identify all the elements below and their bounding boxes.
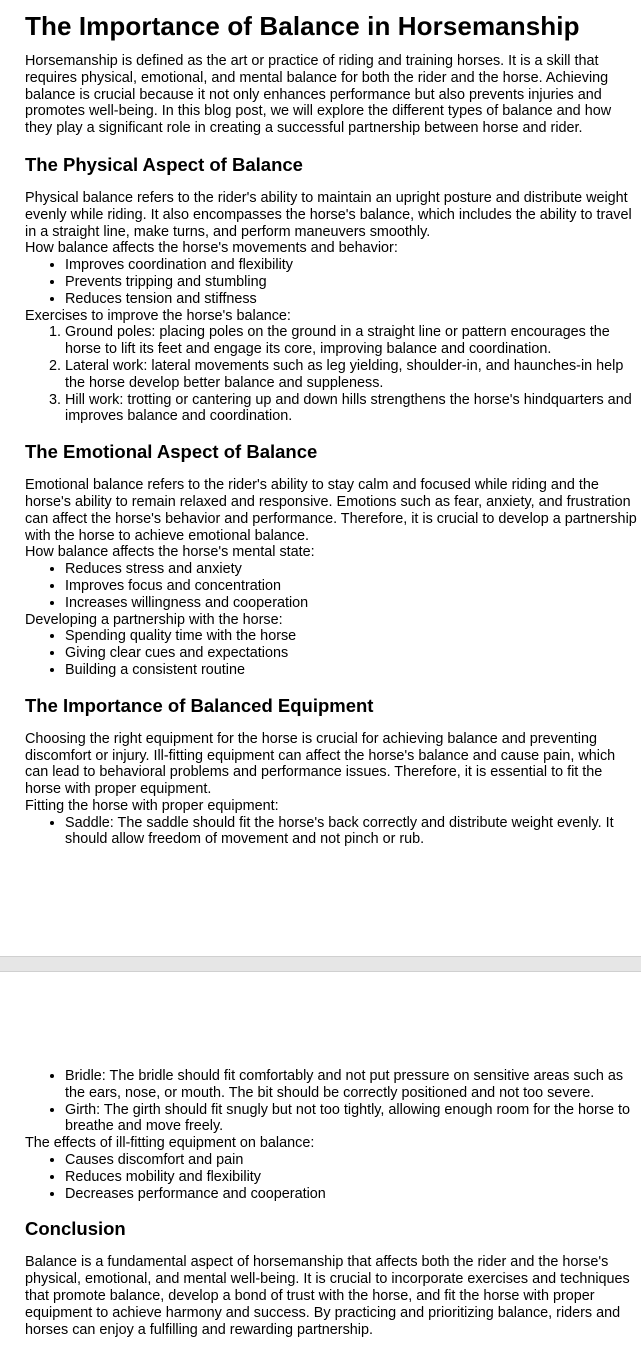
list-item: • Prevents tripping and stumbling (65, 274, 641, 291)
physical-paragraph: Physical balance refers to the rider's ability to maintain an upright posture and distribute weight evenly while riding. It also encompasses the horse's balance, which includes the ability to travel in a straight line, make turns, and perform maneuvers smoothly. (25, 189, 632, 240)
physical-effects-list (25, 257, 641, 307)
equipment-fitting-label: Fitting the horse with proper equipment: (25, 797, 279, 814)
emotional-partnership-label: Developing a partnership with the horse: (25, 611, 283, 628)
page-1-content (25, 10, 641, 848)
intro-paragraph: Horsemanship is defined as the art or practice of riding and training horses. It is a skill that requires physical, emotional, and mental balance for both the rider and the horse. Achieving balance is crucial because it not only enhances performance but also prevents injuries and promotes well-being. In this blog post, we will explore the different types of balance and how they play a significant role in creating a successful partnership between horse and rider. (25, 53, 612, 137)
list-item: • Bridle: The bridle should fit comfortably and not put pressure on sensitive areas such as the ears, nose, or mouth. The bit should be correctly positioned and not too severe. (65, 1068, 641, 1102)
emotional-heading: The Emotional Aspect of Balance (25, 441, 318, 463)
equipment-effects-label: The effects of ill-fitting equipment on balance: (25, 1135, 315, 1152)
emotional-partnership-list (25, 628, 641, 678)
equipment-effects-list (25, 1152, 641, 1202)
equipment-fitting-list-part-1 (25, 815, 641, 849)
list-item: • Building a consistent routine (65, 662, 641, 679)
list-item: • Reduces tension and stiffness (65, 291, 641, 308)
list-item: • Improves focus and concentration (65, 578, 641, 595)
equipment-heading: The Importance of Balanced Equipment (25, 694, 374, 716)
equipment-fitting-list-part-2 (25, 1068, 641, 1135)
list-item: 1. Ground poles: placing poles on the ground in a straight line or pattern encourages the horse to lift its feet and engage its core, improving balance and coordination. (65, 324, 641, 358)
document-title: The Importance of Balance in Horsemanship (25, 11, 580, 41)
physical-exercises-label: Exercises to improve the horse's balance: (25, 307, 291, 324)
emotional-effects-list (25, 561, 641, 611)
list-item: 3. Hill work: trotting or cantering up and down hills strengthens the horse's hindquarters and improves balance and coordination. (65, 392, 641, 426)
equipment-paragraph: Choosing the right equipment for the horse is crucial for achieving balance and preventing discomfort or injury. Ill-fitting equipment can affect the horse's balance and cause pain, which can lead to behavioral problems and performance issues. Therefore, it is essential to fit the horse with proper equipment. (25, 730, 616, 798)
document-page-2 (0, 972, 641, 1366)
emotional-effects-label: How balance affects the horse's mental state: (25, 544, 315, 561)
list-item: • Improves coordination and flexibility (65, 257, 641, 274)
list-item: • Girth: The girth should fit snugly but not too tightly, allowing enough room for the horse to breathe and move freely. (65, 1102, 641, 1136)
list-item: • Spending quality time with the horse (65, 628, 641, 645)
list-item: • Reduces stress and anxiety (65, 561, 641, 578)
conclusion-paragraph: Balance is a fundamental aspect of horsemanship that affects both the rider and the horse's physical, emotional, and mental well-being. It is crucial to incorporate exercises and techniques that promote balance, develop a bond of trust with the horse, and fit the horse with proper equipment to achieve harmony and success. By practicing and prioritizing balance, riders and horses can enjoy a fulfilling and rewarding partnership. (25, 1254, 630, 1338)
physical-exercises-list (25, 324, 641, 425)
list-item: • Reduces mobility and flexibility (65, 1169, 641, 1186)
page-break (0, 956, 641, 972)
physical-heading: The Physical Aspect of Balance (25, 153, 303, 175)
list-item: • Increases willingness and cooperation (65, 595, 641, 612)
physical-effects-label: How balance affects the horse's movements and behavior: (25, 240, 398, 257)
list-item: • Decreases performance and cooperation (65, 1186, 641, 1203)
emotional-paragraph: Emotional balance refers to the rider's ability to stay calm and focused while riding and the horse's ability to remain relaxed and responsive. Emotions such as fear, anxiety, and frustration can affect the horse's behavior and performance. Therefore, it is crucial to develop a partnership with the horse to achieve emotional balance. (25, 477, 637, 544)
list-item: 2. Lateral work: lateral movements such as leg yielding, shoulder-in, and haunches-in help the horse develop better balance and suppleness. (65, 358, 641, 392)
conclusion-heading: Conclusion (25, 1218, 126, 1240)
list-item: • Causes discomfort and pain (65, 1152, 641, 1169)
list-item: • Saddle: The saddle should fit the horse's back correctly and distribute weight evenly. It should allow freedom of movement and not pinch or rub. (65, 815, 641, 849)
list-item: • Giving clear cues and expectations (65, 645, 641, 662)
page-2-content (25, 1068, 641, 1338)
